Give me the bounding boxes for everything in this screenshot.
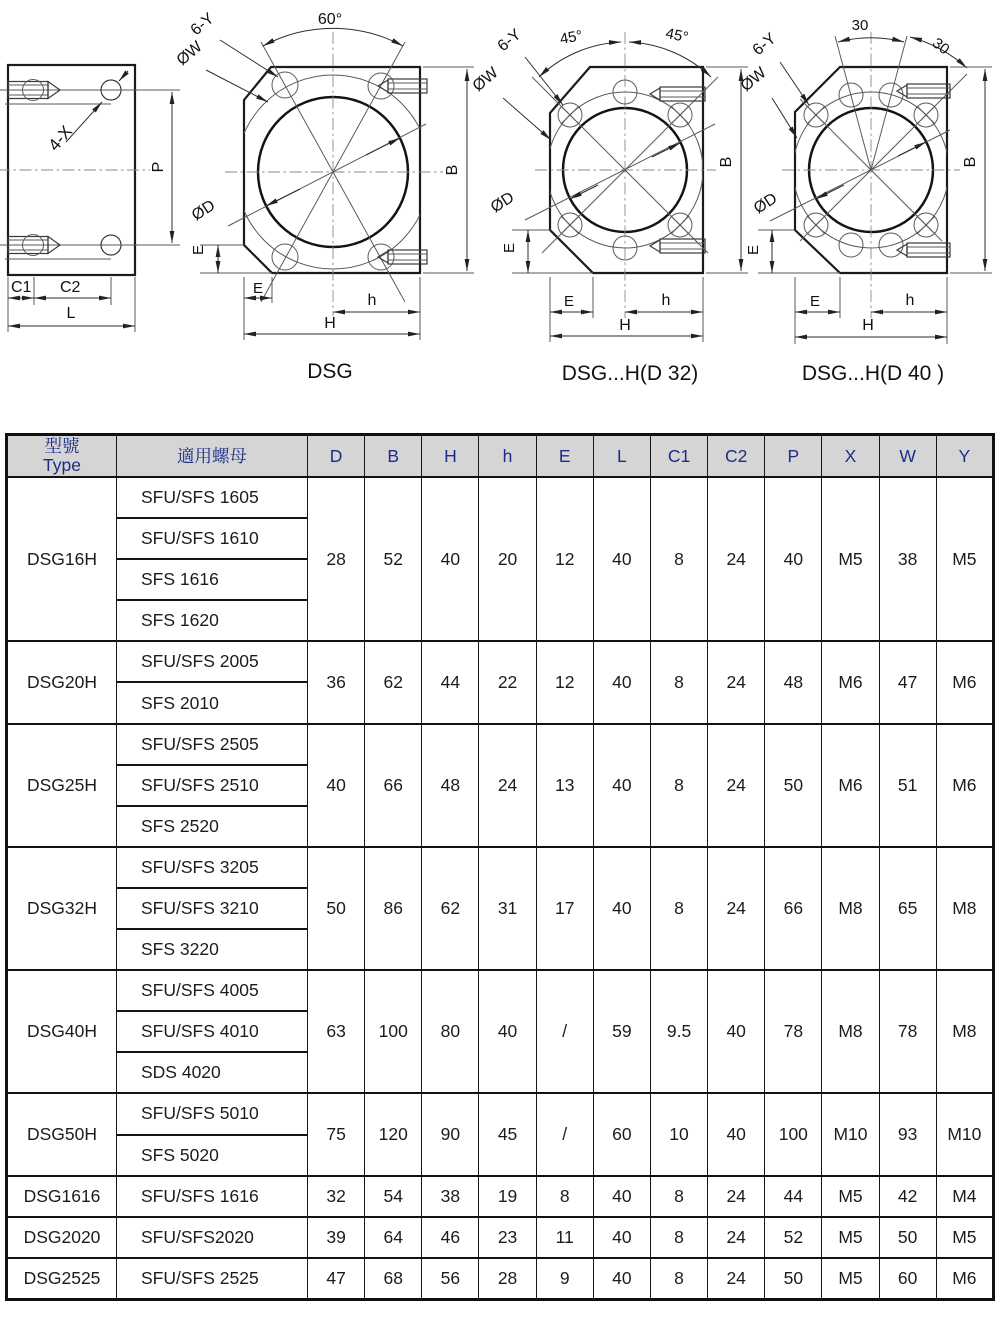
label-angle-left: 45° bbox=[558, 27, 584, 48]
nut-cell: SFU/SFS 1610 bbox=[117, 518, 308, 559]
value-cell: 48 bbox=[422, 724, 479, 847]
value-cell: / bbox=[536, 970, 593, 1093]
col-header-nut: 適用螺母 bbox=[117, 435, 308, 478]
value-cell: 38 bbox=[422, 1176, 479, 1217]
col-header-c1: C1 bbox=[650, 435, 707, 478]
value-cell: 120 bbox=[365, 1093, 422, 1175]
nut-cell: SFS 5020 bbox=[117, 1135, 308, 1176]
value-cell: 40 bbox=[708, 1093, 765, 1175]
spec-table-body bbox=[7, 477, 994, 1299]
value-cell: 93 bbox=[879, 1093, 936, 1175]
value-cell: 24 bbox=[479, 724, 536, 847]
value-cell: 20 bbox=[479, 477, 536, 641]
value-cell: 50 bbox=[765, 1258, 822, 1300]
value-cell: 39 bbox=[308, 1217, 365, 1258]
value-cell: 8 bbox=[650, 1176, 707, 1217]
value-cell: 65 bbox=[879, 847, 936, 970]
drawing-side-view bbox=[0, 65, 180, 332]
label-6y: 6-Y bbox=[494, 26, 525, 56]
value-cell: 40 bbox=[765, 477, 822, 641]
value-cell: 66 bbox=[365, 724, 422, 847]
value-cell: 8 bbox=[650, 1258, 707, 1300]
value-cell: M8 bbox=[936, 970, 993, 1093]
value-cell: 60 bbox=[879, 1258, 936, 1300]
nut-cell: SFU/SFS2020 bbox=[117, 1217, 308, 1258]
set-screw-top bbox=[897, 84, 950, 98]
type-cell: DSG1616 bbox=[7, 1176, 117, 1217]
label-b: B bbox=[962, 156, 979, 168]
label-6y: 6-Y bbox=[749, 30, 780, 60]
value-cell: 63 bbox=[308, 970, 365, 1093]
label-phi-d: ØD bbox=[487, 189, 518, 217]
value-cell: 56 bbox=[422, 1258, 479, 1300]
value-cell: 78 bbox=[879, 970, 936, 1093]
label-e-horiz: E bbox=[252, 280, 264, 297]
nut-cell: SFS 1616 bbox=[117, 559, 308, 600]
value-cell: 12 bbox=[536, 477, 593, 641]
value-cell: 8 bbox=[650, 1217, 707, 1258]
col-header-type-zh: 型號 bbox=[44, 436, 80, 457]
value-cell: 8 bbox=[536, 1176, 593, 1217]
label-h-big: H bbox=[324, 315, 336, 332]
type-cell: DSG2525 bbox=[7, 1258, 117, 1300]
nut-cell: SFU/SFS 3210 bbox=[117, 888, 308, 929]
value-cell: 19 bbox=[479, 1176, 536, 1217]
value-cell: 24 bbox=[708, 641, 765, 723]
value-cell: 9.5 bbox=[650, 970, 707, 1093]
value-cell: 32 bbox=[308, 1176, 365, 1217]
value-cell: 28 bbox=[308, 477, 365, 641]
label-h-small: h bbox=[367, 292, 377, 309]
value-cell: 24 bbox=[708, 1176, 765, 1217]
value-cell: 8 bbox=[650, 847, 707, 970]
drawing-dsg-h40 bbox=[738, 17, 992, 385]
value-cell: 86 bbox=[365, 847, 422, 970]
value-cell: M5 bbox=[822, 1217, 879, 1258]
col-header-d: D bbox=[308, 435, 365, 478]
value-cell: 40 bbox=[593, 1258, 650, 1300]
nut-cell: SFU/SFS 2525 bbox=[117, 1258, 308, 1300]
nut-cell: SFS 2520 bbox=[117, 806, 308, 847]
label-h-big: H bbox=[619, 317, 631, 334]
caption-dsg: DSG bbox=[307, 360, 353, 383]
label-e-vert: E bbox=[745, 244, 762, 256]
value-cell: 50 bbox=[879, 1217, 936, 1258]
label-e-vert: E bbox=[501, 242, 518, 254]
value-cell: M10 bbox=[936, 1093, 993, 1175]
value-cell: 31 bbox=[479, 847, 536, 970]
table-row bbox=[7, 1258, 994, 1300]
value-cell: M10 bbox=[822, 1093, 879, 1175]
value-cell: 100 bbox=[765, 1093, 822, 1175]
nut-cell: SFU/SFS 1605 bbox=[117, 477, 308, 518]
label-angle-right: 30 bbox=[928, 34, 953, 59]
value-cell: M8 bbox=[822, 970, 879, 1093]
value-cell: M6 bbox=[936, 641, 993, 723]
value-cell: M6 bbox=[936, 724, 993, 847]
nut-cell: SFU/SFS 2510 bbox=[117, 765, 308, 806]
nut-cell: SFU/SFS 3205 bbox=[117, 847, 308, 888]
value-cell: M8 bbox=[936, 847, 993, 970]
value-cell: 8 bbox=[650, 724, 707, 847]
table-row bbox=[7, 1176, 994, 1217]
col-header-l: L bbox=[593, 435, 650, 478]
label-e-vert: E bbox=[190, 244, 207, 256]
value-cell: M6 bbox=[822, 641, 879, 723]
value-cell: 60 bbox=[593, 1093, 650, 1175]
value-cell: 48 bbox=[765, 641, 822, 723]
col-header-c2: C2 bbox=[708, 435, 765, 478]
value-cell: M6 bbox=[822, 724, 879, 847]
value-cell: 40 bbox=[708, 970, 765, 1093]
label-angle-left: 30 bbox=[851, 17, 869, 34]
value-cell: 11 bbox=[536, 1217, 593, 1258]
value-cell: M8 bbox=[822, 847, 879, 970]
label-angle-right: 45° bbox=[664, 24, 690, 47]
value-cell: 90 bbox=[422, 1093, 479, 1175]
value-cell: 24 bbox=[708, 477, 765, 641]
value-cell: M5 bbox=[936, 1217, 993, 1258]
value-cell: 62 bbox=[365, 641, 422, 723]
col-header-type bbox=[7, 435, 117, 478]
value-cell: 40 bbox=[479, 970, 536, 1093]
label-b: B bbox=[718, 156, 735, 168]
value-cell: 45 bbox=[479, 1093, 536, 1175]
value-cell: 100 bbox=[365, 970, 422, 1093]
type-cell: DSG25H bbox=[7, 724, 117, 847]
value-cell: 75 bbox=[308, 1093, 365, 1175]
label-b: B bbox=[444, 164, 461, 176]
value-cell: 44 bbox=[422, 641, 479, 723]
label-e-horiz: E bbox=[809, 293, 821, 310]
col-header-w: W bbox=[879, 435, 936, 478]
nut-cell: SFU/SFS 5010 bbox=[117, 1093, 308, 1134]
label-h-big: H bbox=[862, 317, 874, 334]
label-phi-d: ØD bbox=[750, 190, 781, 218]
value-cell: 12 bbox=[536, 641, 593, 723]
value-cell: 24 bbox=[708, 847, 765, 970]
value-cell: 28 bbox=[479, 1258, 536, 1300]
nut-cell: SFU/SFS 4010 bbox=[117, 1011, 308, 1052]
value-cell: 47 bbox=[308, 1258, 365, 1300]
value-cell: 36 bbox=[308, 641, 365, 723]
value-cell: M5 bbox=[822, 477, 879, 641]
drawing-dsg-h32 bbox=[470, 25, 748, 385]
value-cell: 38 bbox=[879, 477, 936, 641]
nut-cell: SDS 4020 bbox=[117, 1052, 308, 1093]
value-cell: 40 bbox=[593, 1217, 650, 1258]
value-cell: 40 bbox=[593, 641, 650, 723]
value-cell: 13 bbox=[536, 724, 593, 847]
type-cell: DSG32H bbox=[7, 847, 117, 970]
type-cell: DSG20H bbox=[7, 641, 117, 723]
value-cell: 40 bbox=[308, 724, 365, 847]
type-cell: DSG16H bbox=[7, 477, 117, 641]
value-cell: 24 bbox=[708, 1217, 765, 1258]
value-cell: 50 bbox=[765, 724, 822, 847]
nut-cell: SFS 3220 bbox=[117, 929, 308, 970]
label-h-small: h bbox=[905, 292, 915, 309]
label-l: L bbox=[66, 305, 76, 322]
caption-dsg-h32: DSG...H(D 32) bbox=[561, 362, 699, 385]
value-cell: 9 bbox=[536, 1258, 593, 1300]
table-row bbox=[7, 724, 994, 765]
spec-table bbox=[5, 433, 995, 1301]
label-phi-d: ØD bbox=[188, 197, 219, 225]
type-cell: DSG40H bbox=[7, 970, 117, 1093]
value-cell: 40 bbox=[422, 477, 479, 641]
set-screw-bottom bbox=[897, 243, 950, 257]
value-cell: 40 bbox=[593, 847, 650, 970]
type-cell: DSG2020 bbox=[7, 1217, 117, 1258]
table-row bbox=[7, 970, 994, 1011]
value-cell: 51 bbox=[879, 724, 936, 847]
value-cell: 24 bbox=[708, 724, 765, 847]
value-cell: 22 bbox=[479, 641, 536, 723]
nut-cell: SFS 1620 bbox=[117, 600, 308, 641]
label-h-small: h bbox=[661, 292, 671, 309]
label-phi-w: ØW bbox=[469, 64, 502, 96]
table-row bbox=[7, 477, 994, 518]
table-row bbox=[7, 1093, 994, 1134]
value-cell: 8 bbox=[650, 477, 707, 641]
label-phi-w: ØW bbox=[737, 64, 770, 96]
nut-cell: SFU/SFS 2505 bbox=[117, 724, 308, 765]
nut-cell: SFU/SFS 2005 bbox=[117, 641, 308, 682]
technical-drawings bbox=[0, 0, 1000, 423]
col-header-b: B bbox=[365, 435, 422, 478]
value-cell: 40 bbox=[593, 477, 650, 641]
col-header-type-en: Type bbox=[43, 455, 81, 475]
value-cell: M5 bbox=[822, 1258, 879, 1300]
label-4x: 4-X bbox=[44, 122, 77, 155]
value-cell: 62 bbox=[422, 847, 479, 970]
value-cell: 8 bbox=[650, 641, 707, 723]
col-header-p: P bbox=[765, 435, 822, 478]
value-cell: 50 bbox=[308, 847, 365, 970]
nut-cell: SFU/SFS 4005 bbox=[117, 970, 308, 1011]
value-cell: 66 bbox=[765, 847, 822, 970]
value-cell: 10 bbox=[650, 1093, 707, 1175]
table-row bbox=[7, 847, 994, 888]
value-cell: 78 bbox=[765, 970, 822, 1093]
col-header-h: H bbox=[422, 435, 479, 478]
label-angle-60: 60° bbox=[317, 11, 343, 28]
label-6y: 6-Y bbox=[187, 10, 218, 40]
label-c2: C2 bbox=[60, 279, 81, 296]
value-cell: 40 bbox=[593, 724, 650, 847]
nut-cell: SFS 2010 bbox=[117, 682, 308, 723]
value-cell: 42 bbox=[879, 1176, 936, 1217]
value-cell: 52 bbox=[765, 1217, 822, 1258]
col-header-y: Y bbox=[936, 435, 993, 478]
drawing-dsg bbox=[174, 10, 474, 383]
caption-dsg-h40: DSG...H(D 40 ) bbox=[801, 362, 945, 385]
nut-cell: SFU/SFS 1616 bbox=[117, 1176, 308, 1217]
label-phi-w: ØW bbox=[173, 38, 206, 70]
value-cell: 64 bbox=[365, 1217, 422, 1258]
table-header-row bbox=[7, 435, 994, 478]
value-cell: M6 bbox=[936, 1258, 993, 1300]
col-header-e: E bbox=[536, 435, 593, 478]
label-e-horiz: E bbox=[563, 293, 575, 310]
value-cell: M5 bbox=[936, 477, 993, 641]
value-cell: 24 bbox=[708, 1258, 765, 1300]
value-cell: 23 bbox=[479, 1217, 536, 1258]
value-cell: 68 bbox=[365, 1258, 422, 1300]
value-cell: M5 bbox=[822, 1176, 879, 1217]
value-cell: 44 bbox=[765, 1176, 822, 1217]
value-cell: 54 bbox=[365, 1176, 422, 1217]
table-row bbox=[7, 1217, 994, 1258]
label-p: P bbox=[150, 161, 167, 173]
value-cell: 80 bbox=[422, 970, 479, 1093]
value-cell: 40 bbox=[593, 1176, 650, 1217]
col-header-x: X bbox=[822, 435, 879, 478]
table-row bbox=[7, 641, 994, 682]
label-c1: C1 bbox=[11, 279, 32, 296]
value-cell: 52 bbox=[365, 477, 422, 641]
value-cell: 46 bbox=[422, 1217, 479, 1258]
value-cell: / bbox=[536, 1093, 593, 1175]
value-cell: 47 bbox=[879, 641, 936, 723]
type-cell: DSG50H bbox=[7, 1093, 117, 1175]
col-header-h: h bbox=[479, 435, 536, 478]
value-cell: M4 bbox=[936, 1176, 993, 1217]
value-cell: 17 bbox=[536, 847, 593, 970]
value-cell: 59 bbox=[593, 970, 650, 1093]
